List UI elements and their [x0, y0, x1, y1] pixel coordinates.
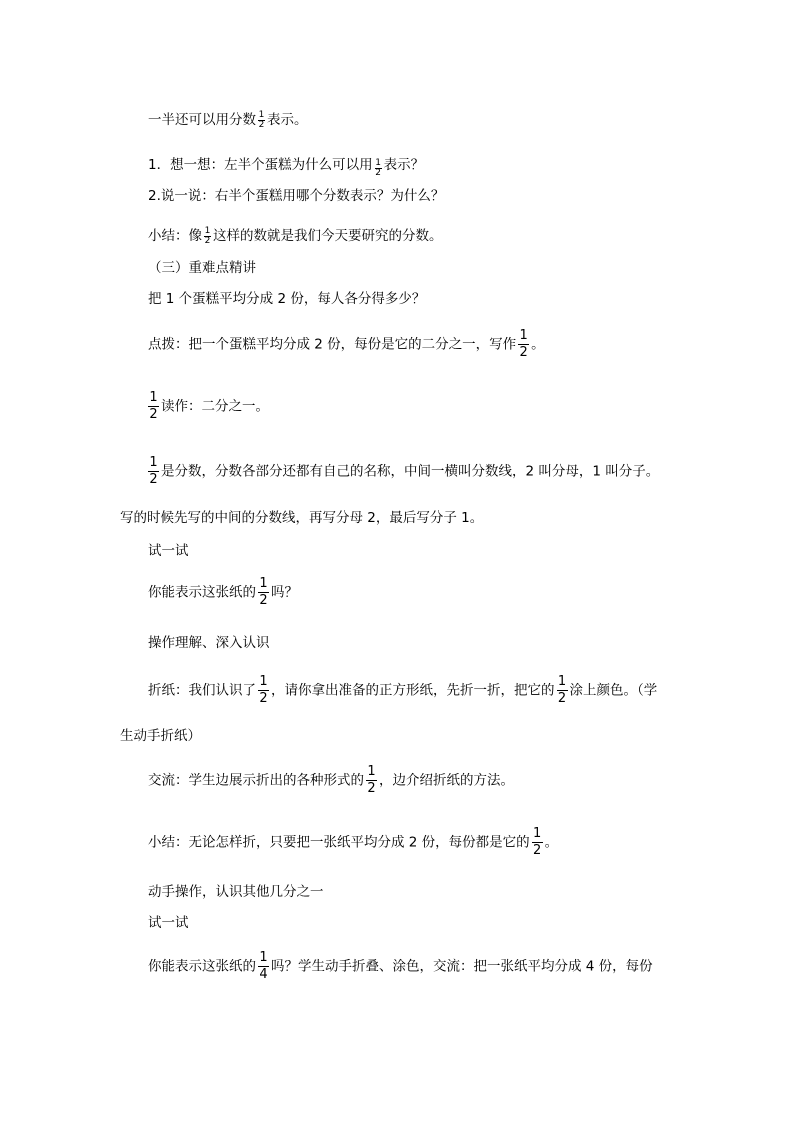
text: 交流：学生边展示折出的各种形式的	[148, 772, 364, 789]
text: 是分数，分数各部分还都有自己的名称，中间一横叫分数线，2 叫分母，1 叫分子。	[161, 463, 660, 480]
numerator: 1	[258, 109, 265, 120]
fraction	[258, 674, 269, 707]
denominator: 2	[259, 593, 268, 608]
line-writing-order: 写的时候先写的中间的分数线，再写分母 2，最后写分子 1。	[120, 510, 484, 526]
fraction	[375, 159, 382, 178]
text: 表示？	[383, 157, 425, 173]
line-read-as	[146, 390, 269, 423]
denominator: 2	[259, 691, 268, 706]
text: 。	[544, 834, 559, 851]
numerator: 1	[533, 826, 542, 841]
text: 涂上颜色。（学	[569, 682, 658, 699]
line-hands-on: 动手操作，认识其他几分之一	[148, 884, 324, 900]
line-summary-2	[148, 826, 558, 859]
line-think	[148, 155, 424, 178]
text: 吗？	[271, 584, 298, 601]
numerator: 1	[149, 390, 158, 405]
numerator: 1	[259, 674, 268, 689]
numerator: 1	[367, 764, 376, 779]
text: 折纸：我们认识了	[148, 682, 256, 699]
text: 小结：像	[148, 228, 202, 244]
numerator: 1	[519, 328, 528, 343]
text: 你能表示这张纸的	[148, 958, 256, 975]
denominator: 2	[519, 345, 528, 360]
numerator: 1	[259, 950, 268, 965]
text: 你能表示这张纸的	[148, 584, 256, 601]
fraction	[204, 227, 211, 246]
denominator: 2	[557, 691, 567, 706]
line-paper-quarter	[148, 950, 653, 983]
line-question-cake: 把 1 个蛋糕平均分成 2 份，每人各分得多少？	[148, 291, 426, 307]
fraction	[258, 576, 269, 609]
line-try-2: 试一试	[148, 915, 189, 931]
line-half-fraction	[148, 110, 308, 130]
section-heading: （三）重难点精讲	[148, 260, 256, 276]
fraction	[148, 390, 159, 423]
fraction	[557, 674, 568, 707]
fraction	[258, 950, 269, 983]
denominator: 2	[375, 168, 381, 178]
text: ，请你拿出准备的正方形纸，先折一折，把它的	[271, 682, 555, 699]
line-say: 2.说一说：右半个蛋糕用哪个分数表示？为什么？	[148, 188, 445, 204]
denominator: 4	[259, 967, 268, 982]
fraction	[518, 328, 529, 361]
denominator: 2	[533, 843, 542, 858]
line-exchange	[148, 764, 514, 797]
text: 小结：无论怎样折，只要把一张纸平均分成 2 份，每份都是它的	[148, 834, 530, 851]
text: 点拨：把一个蛋糕平均分成 2 份，每份是它的二分之一，写作	[148, 336, 517, 353]
text: 表示。	[267, 112, 308, 128]
line-fold-paper	[148, 674, 657, 707]
text: 。	[531, 336, 545, 353]
line-try-1: 试一试	[148, 543, 189, 559]
numerator: 1	[375, 158, 381, 168]
text: 吗？学生动手折叠、涂色，交流：把一张纸平均分成 4 份，每份	[271, 958, 653, 975]
fraction	[366, 764, 377, 797]
fraction	[148, 455, 159, 488]
line-fold-continued: 生动手折纸）	[120, 728, 201, 744]
fraction	[532, 826, 543, 859]
denominator: 2	[204, 235, 211, 246]
fraction	[258, 111, 265, 130]
numerator: 1	[557, 674, 567, 689]
line-operation: 操作理解、深入认识	[148, 635, 270, 651]
numerator: 1	[204, 225, 211, 236]
numerator: 1	[259, 576, 268, 591]
text: 1．想一想：左半个蛋糕为什么可以用	[148, 157, 373, 173]
text: 这样的数就是我们今天要研究的分数。	[213, 228, 443, 244]
line-fraction-parts	[146, 455, 659, 488]
line-hint	[148, 328, 545, 361]
text: 一半还可以用分数	[148, 112, 256, 128]
text: ，边介绍折纸的方法。	[379, 772, 514, 789]
denominator: 2	[367, 781, 376, 796]
line-summary-1	[148, 226, 443, 246]
line-paper-half	[148, 576, 298, 609]
denominator: 2	[149, 407, 158, 422]
text: 读作：二分之一。	[161, 398, 269, 415]
denominator: 2	[149, 472, 158, 487]
denominator: 2	[258, 119, 265, 130]
numerator: 1	[149, 455, 158, 470]
